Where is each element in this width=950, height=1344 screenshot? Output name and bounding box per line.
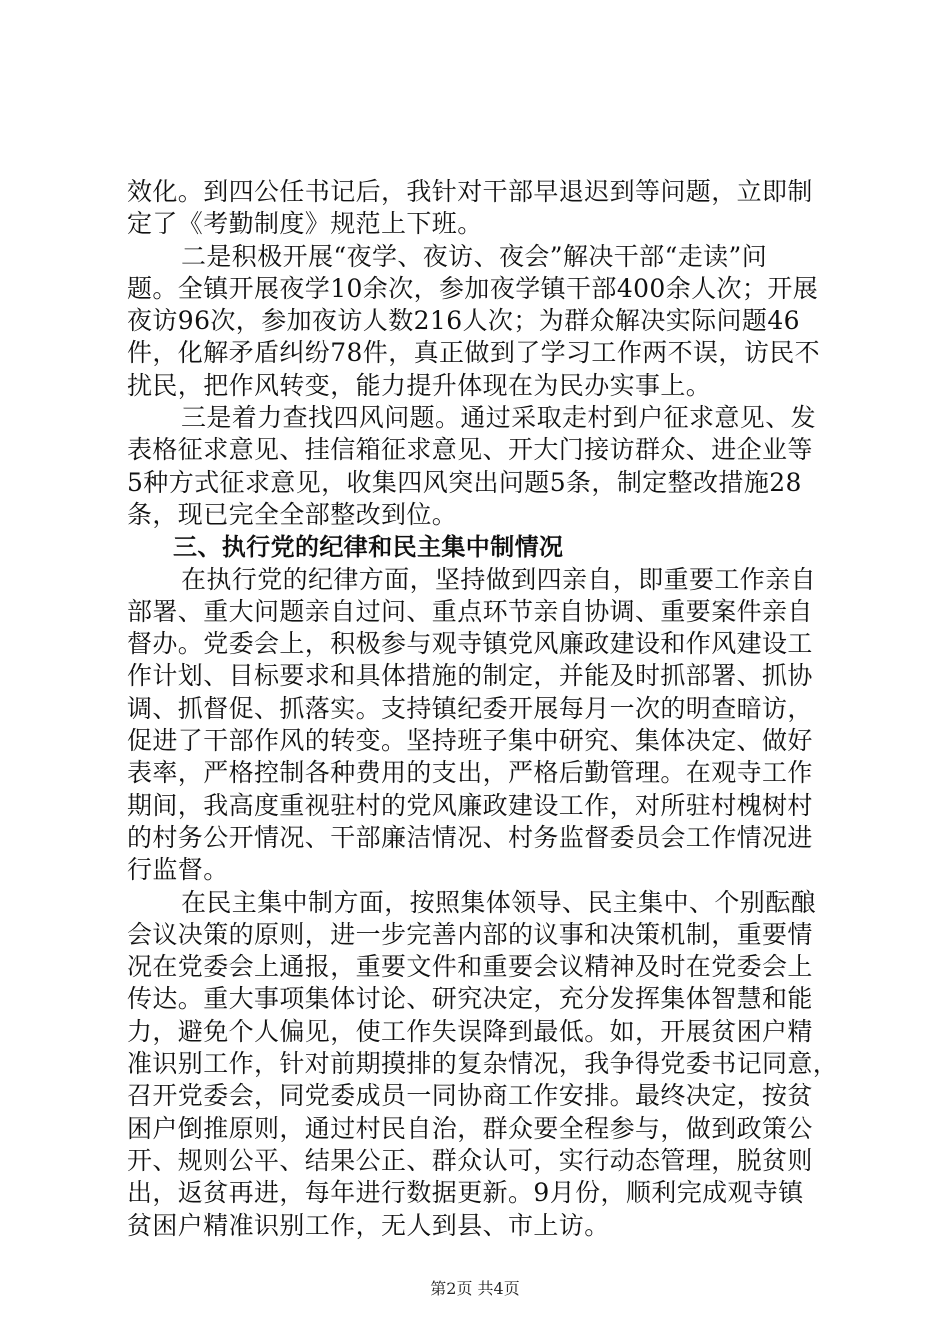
text-line: 贫困户精准识别工作，无人到县、市上访。 [127,1210,610,1240]
text-line: 在执行党的纪律方面，坚持做到四亲自，即重要工作亲自 [181,564,817,594]
text-line: 表格征求意见、挂信箱征求意见、开大门接访群众、进企业等 [127,435,813,465]
text-line: 扰民，把作风转变，能力提升体现在为民办实事上。 [127,370,712,400]
text-line: 会议决策的原则，进一步完善内部的议事和决策机制，重要情 [127,919,813,949]
text-line: 力，避免个人偏见，使工作失误降到最低。如，开展贫困户精 [127,1016,813,1046]
text-line: 困户倒推原则，通过村民自治，群众要全程参与，做到政策公 [127,1113,813,1143]
text-line: 三是着力查找四风问题。通过采取走村到户征求意见、发 [181,403,817,433]
section-heading: 三、执行党的纪律和民主集中制情况 [173,533,564,562]
text-line: 督办。党委会上，积极参与观寺镇党风廉政建设和作风建设工 [127,629,813,659]
text-line: 开、规则公平、结果公正、群众认可，实行动态管理，脱贫则 [127,1145,813,1175]
document-body [127,176,837,1242]
text-line: 行监督。 [127,855,229,885]
text-line: 部署、重大问题亲自过问、重点环节亲自协调、重要案件亲自 [127,596,813,626]
text-line: 的村务公开情况、干部廉洁情况、村务监督委员会工作情况进 [127,822,813,852]
text-line: 表率，严格控制各种费用的支出，严格后勤管理。在观寺工作 [127,758,813,788]
text-line: 出，返贫再进，每年进行数据更新。9月份，顺利完成观寺镇 [127,1178,804,1208]
text-line: 况在党委会上通报，重要文件和重要会议精神及时在党委会上 [127,952,813,982]
text-line: 5种方式征求意见，收集四风突出问题5条，制定整改措施28 [127,467,802,497]
text-line: 作计划、目标要求和具体措施的制定，并能及时抓部署、抓协 [127,661,813,691]
text-line: 件，化解矛盾纠纷78件，真正做到了学习工作两不误，访民不 [127,338,821,368]
text-line: 调、抓督促、抓落实。支持镇纪委开展每月一次的明查暗访， [127,693,813,723]
text-line: 召开党委会，同党委成员一同协商工作安排。最终决定，按贫 [127,1081,813,1111]
text-line: 期间，我高度重视驻村的党风廉政建设工作，对所驻村槐树村 [127,790,813,820]
text-line: 条，现已完全全部整改到位。 [127,499,458,529]
text-line: 二是积极开展“夜学、夜访、夜会”解决干部“走读”问 [181,241,768,271]
text-line: 定了《考勤制度》规范上下班。 [127,209,483,239]
text-line: 在民主集中制方面，按照集体领导、民主集中、个别酝酿 [181,887,817,917]
text-line: 传达。重大事项集体讨论、研究决定，充分发挥集体智慧和能 [127,984,813,1014]
page-footer: 第2页 共4页 [430,1279,520,1298]
text-line: 题。全镇开展夜学10余次，参加夜学镇干部400余人次；开展 [127,273,819,303]
text-line: 促进了干部作风的转变。坚持班子集中研究、集体决定、做好 [127,726,813,756]
text-line: 准识别工作，针对前期摸排的复杂情况，我争得党委书记同意， [127,1049,839,1079]
text-line: 夜访96次，参加夜访人数216人次；为群众解决实际问题46 [127,306,800,336]
text-line: 效化。到四公任书记后，我针对干部早退迟到等问题，立即制 [127,177,813,206]
